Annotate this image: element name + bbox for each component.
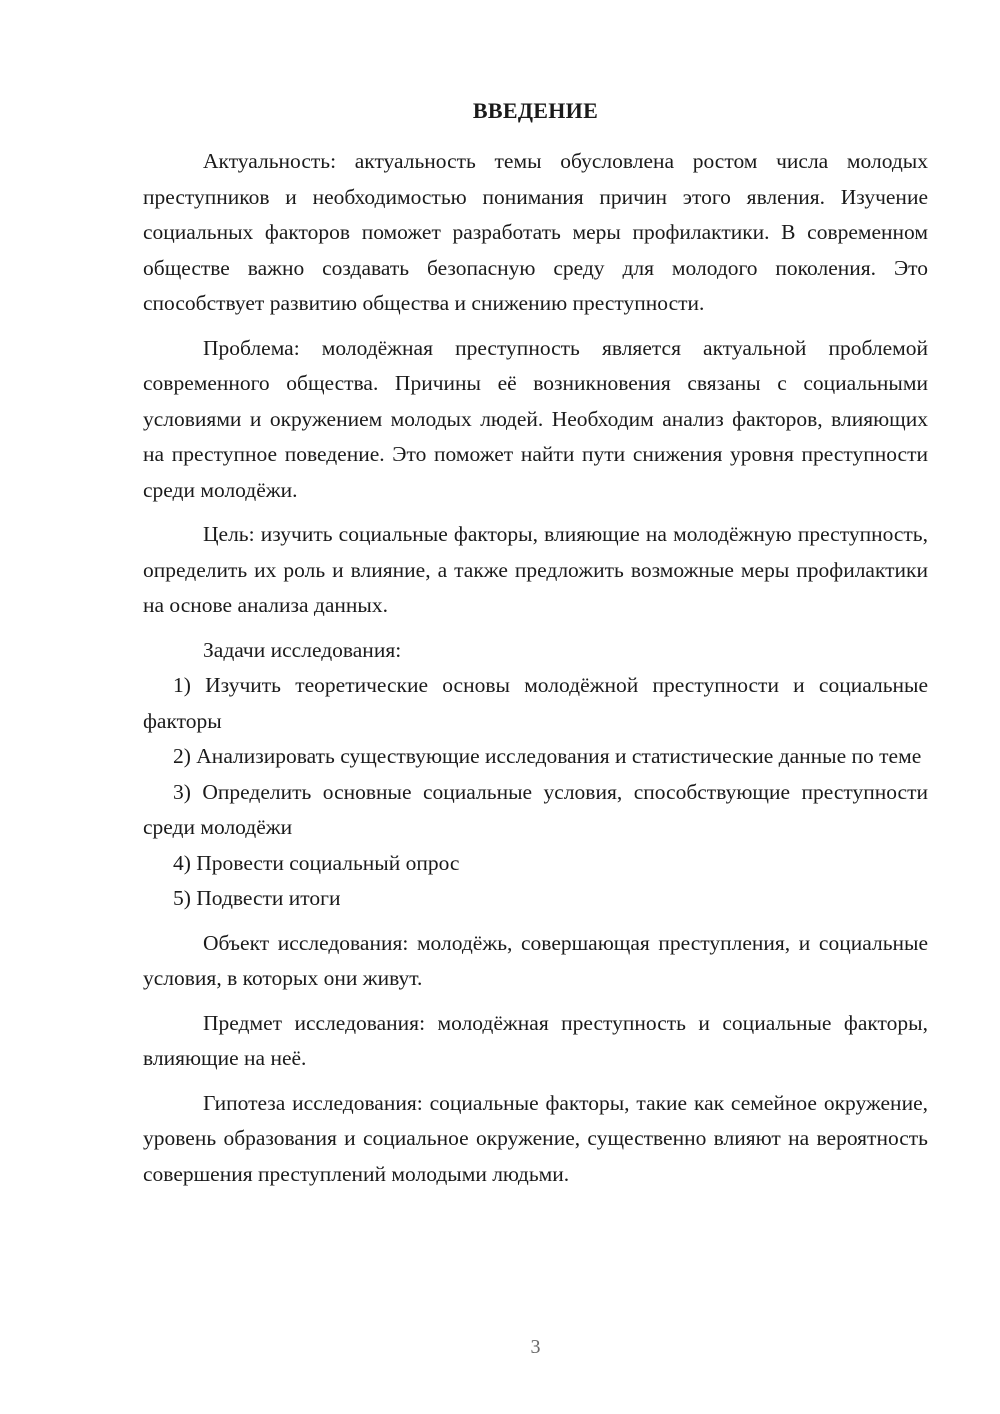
page-title: ВВЕДЕНИЕ [472,98,599,123]
list-item: 1) Изучить теоретические основы молодёжной преступности и социальные факторы [143,673,928,733]
document-page [143,0,928,1414]
paragraph-hypothesis: Гипотеза исследования: социальные факторы, такие как семейное окружение, уровень образования и социальное окружение, существенно влияют на вероятность совершения преступлений молодыми людьми. [143,1090,928,1186]
list-item: 5) Подвести итоги [173,886,341,910]
paragraph-relevance: Актуальность: актуальность темы обусловлена ростом числа молодых преступников и необходимостью понимания причин этого явления. Изучение социальных факторов поможет разработать меры профилактики. В современном обществе важно создавать безопасную среду для молодого поколения. Это способствует развитию общества и снижению преступности. [143,149,928,315]
paragraph-object: Объект исследования: молодёжь, совершающая преступления, и социальные условия, в которых они живут. [143,930,928,990]
list-item: 4) Провести социальный опрос [173,850,460,875]
list-item: 3) Определить основные социальные условия, способствующие преступности среди молодёжи [143,779,928,839]
paragraph-problem: Проблема: молодёжная преступность является актуальной проблемой современного общества. Причины её возникновения связаны с социальными условиями и окружением молодых людей. Необходим анализ факторов, влияющих на преступное поведение. Это поможет найти пути снижения уровня преступности среди молодёжи. [143,335,928,502]
list-item: 2) Анализировать существующие исследования и статистические данные по теме [173,744,922,768]
document-body [143,144,928,1192]
tasks-list [143,668,928,917]
paragraph-subject: Предмет исследования: молодёжная преступность и социальные факторы, влияющие на неё. [143,1010,928,1070]
tasks-heading: Задачи исследования: [203,637,402,662]
page-number: 3 [530,1336,541,1358]
paragraph-goal: Цель: изучить социальные факторы, влияющие на молодёжную преступность, определить их роль и влияние, а также предложить возможные меры профилактики на основе анализа данных. [143,522,928,617]
